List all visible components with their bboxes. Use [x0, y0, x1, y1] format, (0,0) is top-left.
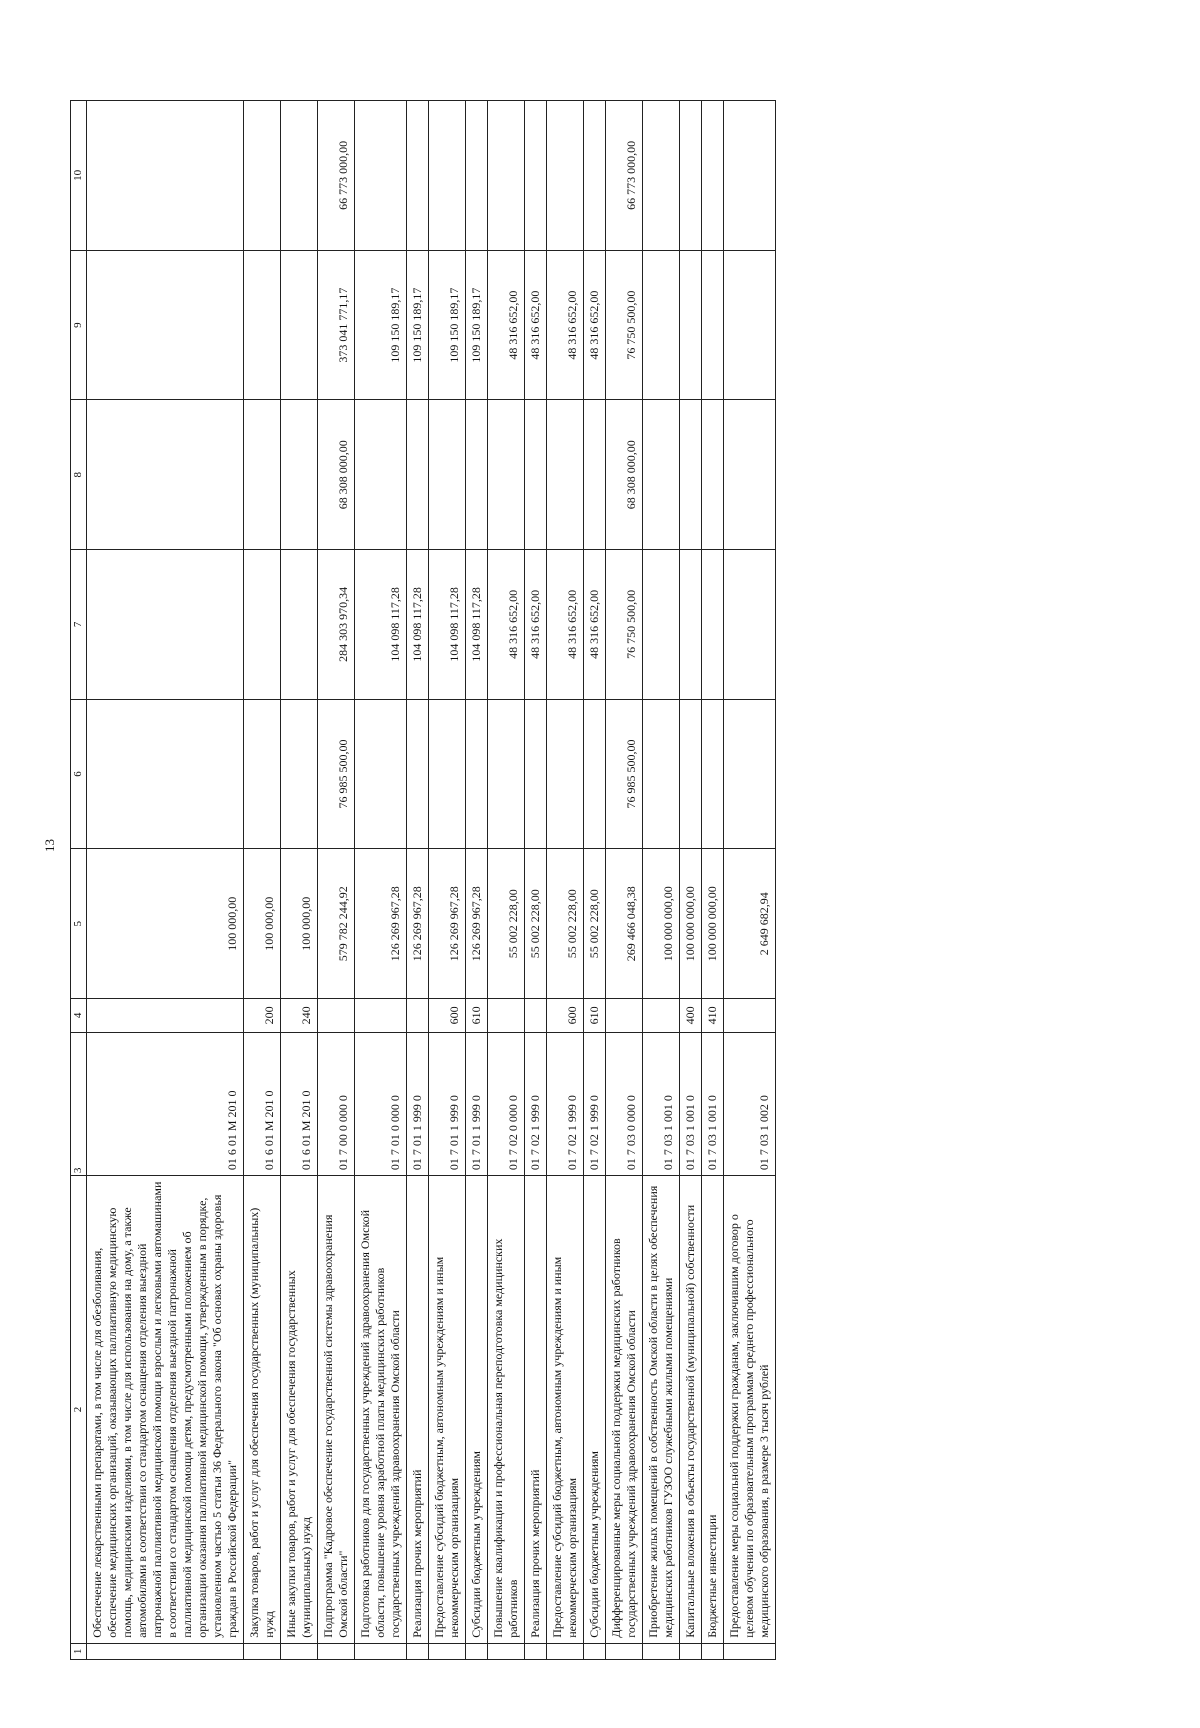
- table-row: [87, 101, 244, 1660]
- row-col-8: [680, 400, 702, 550]
- row-name: Приобретение жилых помещений в собственность Омской области в целях обеспечения медицинских работников ГУЗОО служебными жилыми помещениями: [643, 1176, 680, 1644]
- row-code: 01 7 03 1 001 0: [702, 1032, 724, 1175]
- row-name: Закупка товаров, работ и услуг для обеспечения государственных (муниципальных) нужд: [244, 1176, 281, 1644]
- row-col-10: [87, 101, 244, 251]
- row-col-7: [702, 550, 724, 700]
- row-col-5: 55 002 228,00: [488, 849, 525, 999]
- row-code: 01 6 01 M 201 0: [87, 1032, 244, 1175]
- row-col-8: [488, 400, 525, 550]
- row-col-8: 68 308 000,00: [318, 400, 355, 550]
- row-col-10: [281, 101, 318, 251]
- header-col-8: 8: [71, 400, 87, 550]
- table-header: [71, 101, 87, 1660]
- row-col-5: 126 269 967,28: [407, 849, 429, 999]
- row-code: 01 7 00 0 000 0: [318, 1032, 355, 1175]
- row-blank-cell: [547, 1643, 584, 1659]
- row-code: 01 7 03 1 001 0: [643, 1032, 680, 1175]
- row-col-10: 66 773 000,00: [318, 101, 355, 251]
- row-col-7: 48 316 652,00: [547, 550, 584, 700]
- row-col-10: [680, 101, 702, 251]
- row-col-10: [724, 101, 776, 251]
- row-code: 01 7 02 1 999 0: [547, 1032, 584, 1175]
- row-type: [318, 999, 355, 1033]
- row-col-6: [584, 699, 606, 849]
- row-col-6: [281, 699, 318, 849]
- row-col-6: [525, 699, 547, 849]
- table-row: [407, 101, 429, 1660]
- row-col-7: 48 316 652,00: [584, 550, 606, 700]
- table-row: [680, 101, 702, 1660]
- header-row: [71, 101, 87, 1660]
- row-col-9: [702, 250, 724, 400]
- row-col-6: 76 985 500,00: [318, 699, 355, 849]
- row-col-7: 48 316 652,00: [488, 550, 525, 700]
- row-name: Предоставление субсидий бюджетным, автономным учреждениям и иным некоммерческим организациям: [547, 1176, 584, 1644]
- row-code: 01 6 01 M 201 0: [281, 1032, 318, 1175]
- row-col-5: 579 782 244,92: [318, 849, 355, 999]
- row-col-7: 284 303 970,34: [318, 550, 355, 700]
- row-col-9: 48 316 652,00: [525, 250, 547, 400]
- table-body: [87, 101, 776, 1660]
- page-number: 13: [42, 839, 57, 852]
- row-code: 01 7 01 1 999 0: [429, 1032, 466, 1175]
- row-code: 01 7 03 1 002 0: [724, 1032, 776, 1175]
- row-col-9: [244, 250, 281, 400]
- row-col-5: 55 002 228,00: [584, 849, 606, 999]
- row-name: Подпрограмма "Кадровое обеспечение государственной системы здравоохранения Омской области": [318, 1176, 355, 1644]
- row-col-7: 76 750 500,00: [606, 550, 643, 700]
- row-blank-cell: [643, 1643, 680, 1659]
- row-col-6: [488, 699, 525, 849]
- row-col-7: 104 098 117,28: [407, 550, 429, 700]
- row-col-8: [429, 400, 466, 550]
- header-col-10: 10: [71, 101, 87, 251]
- row-col-6: 76 985 500,00: [606, 699, 643, 849]
- row-blank-cell: [407, 1643, 429, 1659]
- row-col-10: [488, 101, 525, 251]
- row-blank-cell: [318, 1643, 355, 1659]
- row-blank-cell: [355, 1643, 407, 1659]
- row-col-8: [643, 400, 680, 550]
- table-row: [584, 101, 606, 1660]
- row-blank-cell: [429, 1643, 466, 1659]
- row-code: 01 7 01 0 000 0: [355, 1032, 407, 1175]
- row-col-5: 100 000,00: [87, 849, 244, 999]
- table-row: [429, 101, 466, 1660]
- row-name: Реализация прочих мероприятий: [407, 1176, 429, 1644]
- row-col-6: [429, 699, 466, 849]
- row-col-10: [466, 101, 488, 251]
- budget-table: [70, 100, 776, 1660]
- row-col-6: [87, 699, 244, 849]
- table-row: [488, 101, 525, 1660]
- row-col-7: [244, 550, 281, 700]
- row-col-9: 48 316 652,00: [488, 250, 525, 400]
- row-col-5: 100 000 000,00: [702, 849, 724, 999]
- table-row: [355, 101, 407, 1660]
- row-col-9: 109 150 189,17: [429, 250, 466, 400]
- row-name: Бюджетные инвестиции: [702, 1176, 724, 1644]
- row-col-9: 109 150 189,17: [466, 250, 488, 400]
- row-col-9: 48 316 652,00: [584, 250, 606, 400]
- row-col-5: 55 002 228,00: [525, 849, 547, 999]
- header-col-3: 3: [71, 1032, 87, 1175]
- row-col-7: [680, 550, 702, 700]
- row-type: 200: [244, 999, 281, 1033]
- row-col-6: [466, 699, 488, 849]
- row-code: 01 7 02 0 000 0: [488, 1032, 525, 1175]
- row-col-5: 100 000,00: [244, 849, 281, 999]
- row-code: 01 7 02 1 999 0: [525, 1032, 547, 1175]
- row-type: 610: [584, 999, 606, 1033]
- row-blank-cell: [244, 1643, 281, 1659]
- row-col-9: 48 316 652,00: [547, 250, 584, 400]
- row-col-9: 109 150 189,17: [355, 250, 407, 400]
- row-col-8: [466, 400, 488, 550]
- row-blank-cell: [584, 1643, 606, 1659]
- header-col-6: 6: [71, 699, 87, 849]
- row-name: Предоставление меры социальной поддержки гражданам, заключившим договор о целевом обучении по образовательным программам среднего профессионального медицинского образования, в размере 3 тысяч рублей: [724, 1176, 776, 1644]
- row-name: Субсидии бюджетным учреждениям: [466, 1176, 488, 1644]
- row-code: 01 7 01 1 999 0: [466, 1032, 488, 1175]
- row-blank-cell: [606, 1643, 643, 1659]
- row-type: [407, 999, 429, 1033]
- row-blank-cell: [702, 1643, 724, 1659]
- header-col-2: 2: [71, 1176, 87, 1644]
- row-col-5: 269 466 048,38: [606, 849, 643, 999]
- row-blank-cell: [525, 1643, 547, 1659]
- row-col-8: [355, 400, 407, 550]
- row-blank-cell: [281, 1643, 318, 1659]
- row-col-8: [244, 400, 281, 550]
- header-col-1: 1: [71, 1643, 87, 1659]
- row-blank-cell: [488, 1643, 525, 1659]
- row-type: [355, 999, 407, 1033]
- row-type: 410: [702, 999, 724, 1033]
- row-col-6: [407, 699, 429, 849]
- row-col-9: 76 750 500,00: [606, 250, 643, 400]
- row-type: 400: [680, 999, 702, 1033]
- row-col-9: [643, 250, 680, 400]
- row-name: Подготовка работников для государственных учреждений здравоохранения Омской области, повышение уровня заработной платы медицинских работников государственных учреждений здравоохранения Омской области: [355, 1176, 407, 1644]
- table-row: [702, 101, 724, 1660]
- table-row: [547, 101, 584, 1660]
- row-col-6: [244, 699, 281, 849]
- row-type: 600: [429, 999, 466, 1033]
- row-col-6: [355, 699, 407, 849]
- row-col-5: 55 002 228,00: [547, 849, 584, 999]
- row-code: 01 7 01 1 999 0: [407, 1032, 429, 1175]
- row-type: [724, 999, 776, 1033]
- row-col-7: 48 316 652,00: [525, 550, 547, 700]
- row-col-6: [724, 699, 776, 849]
- row-col-8: [407, 400, 429, 550]
- header-col-9: 9: [71, 250, 87, 400]
- row-blank-cell: [466, 1643, 488, 1659]
- row-col-7: 104 098 117,28: [355, 550, 407, 700]
- row-type: [525, 999, 547, 1033]
- table-row: [281, 101, 318, 1660]
- row-col-10: [584, 101, 606, 251]
- row-col-6: [680, 699, 702, 849]
- row-code: 01 7 03 0 000 0: [606, 1032, 643, 1175]
- row-name: Предоставление субсидий бюджетным, автономным учреждениям и иным некоммерческим организациям: [429, 1176, 466, 1644]
- row-col-8: [584, 400, 606, 550]
- row-col-9: 373 041 771,17: [318, 250, 355, 400]
- row-blank-cell: [87, 1643, 244, 1659]
- row-type: 600: [547, 999, 584, 1033]
- row-col-10: [547, 101, 584, 251]
- row-col-8: [281, 400, 318, 550]
- table-row: [244, 101, 281, 1660]
- table-row: [318, 101, 355, 1660]
- table-row: [466, 101, 488, 1660]
- row-col-7: 104 098 117,28: [429, 550, 466, 700]
- row-col-10: [355, 101, 407, 251]
- row-code: 01 6 01 M 201 0: [244, 1032, 281, 1175]
- row-col-10: [525, 101, 547, 251]
- row-col-5: 2 649 682,94: [724, 849, 776, 999]
- row-col-9: [724, 250, 776, 400]
- row-type: [87, 999, 244, 1033]
- table-row: [724, 101, 776, 1660]
- row-col-8: 68 308 000,00: [606, 400, 643, 550]
- table-row: [525, 101, 547, 1660]
- row-col-9: [281, 250, 318, 400]
- row-col-5: 126 269 967,28: [355, 849, 407, 999]
- row-col-5: 126 269 967,28: [466, 849, 488, 999]
- row-type: 240: [281, 999, 318, 1033]
- row-code: 01 7 02 1 999 0: [584, 1032, 606, 1175]
- row-col-10: [643, 101, 680, 251]
- row-col-8: [547, 400, 584, 550]
- row-col-6: [702, 699, 724, 849]
- row-col-9: [680, 250, 702, 400]
- row-col-5: 126 269 967,28: [429, 849, 466, 999]
- row-name: Иные закупки товаров, работ и услуг для обеспечения государственных (муниципальных) нужд: [281, 1176, 318, 1644]
- row-name: Повышение квалификации и профессиональная переподготовка медицинских работников: [488, 1176, 525, 1644]
- row-type: 610: [466, 999, 488, 1033]
- table-row: [606, 101, 643, 1660]
- row-col-5: 100 000 000,00: [643, 849, 680, 999]
- row-col-8: [724, 400, 776, 550]
- row-col-6: [643, 699, 680, 849]
- row-code: 01 7 03 1 001 0: [680, 1032, 702, 1175]
- row-type: [643, 999, 680, 1033]
- row-col-5: 100 000 000,00: [680, 849, 702, 999]
- row-col-5: 100 000,00: [281, 849, 318, 999]
- row-blank-cell: [680, 1643, 702, 1659]
- row-col-9: [87, 250, 244, 400]
- row-col-10: [429, 101, 466, 251]
- row-col-7: [643, 550, 680, 700]
- table-sheet: [70, 100, 1090, 1660]
- row-col-10: [407, 101, 429, 251]
- row-col-7: 104 098 117,28: [466, 550, 488, 700]
- row-col-8: [525, 400, 547, 550]
- header-col-7: 7: [71, 550, 87, 700]
- row-name: Реализация прочих мероприятий: [525, 1176, 547, 1644]
- table-row: [643, 101, 680, 1660]
- row-col-8: [702, 400, 724, 550]
- row-col-10: [244, 101, 281, 251]
- row-col-10: 66 773 000,00: [606, 101, 643, 251]
- row-type: [606, 999, 643, 1033]
- row-blank-cell: [724, 1643, 776, 1659]
- row-col-6: [547, 699, 584, 849]
- row-name: Дифференцированные меры социальной поддержки медицинских работников государственных учреждений здравоохранения Омской области: [606, 1176, 643, 1644]
- row-col-8: [87, 400, 244, 550]
- row-type: [488, 999, 525, 1033]
- row-name: Капитальные вложения в объекты государственной (муниципальной) собственности: [680, 1176, 702, 1644]
- row-col-7: [87, 550, 244, 700]
- row-col-10: [702, 101, 724, 251]
- header-col-5: 5: [71, 849, 87, 999]
- row-name: Обеспечение лекарственными препаратами, в том числе для обезболивания, обеспечение медицинских организаций, оказывающих паллиативную медицинскую помощь, медицинскими изделиями, в том числе для использования на дому, а также автомобилями в соответствии со стандартом оснащения отделения выездной патронажной паллиативной медицинской помощи взрослым и легковыми автомашинами в соответствии со стандартом оснащения отделения выездной патронажной паллиативной медицинской помощи детям, предусмотренными положением об организации оказания паллиативной медицинской помощи, утвержденным в порядке, установленном частью 5 статьи 36 Федерального закона "Об основах охраны здоровья граждан в Российской Федерации": [87, 1176, 244, 1644]
- row-name: Субсидии бюджетным учреждениям: [584, 1176, 606, 1644]
- row-col-9: 109 150 189,17: [407, 250, 429, 400]
- header-col-4: 4: [71, 999, 87, 1033]
- row-col-7: [724, 550, 776, 700]
- row-col-7: [281, 550, 318, 700]
